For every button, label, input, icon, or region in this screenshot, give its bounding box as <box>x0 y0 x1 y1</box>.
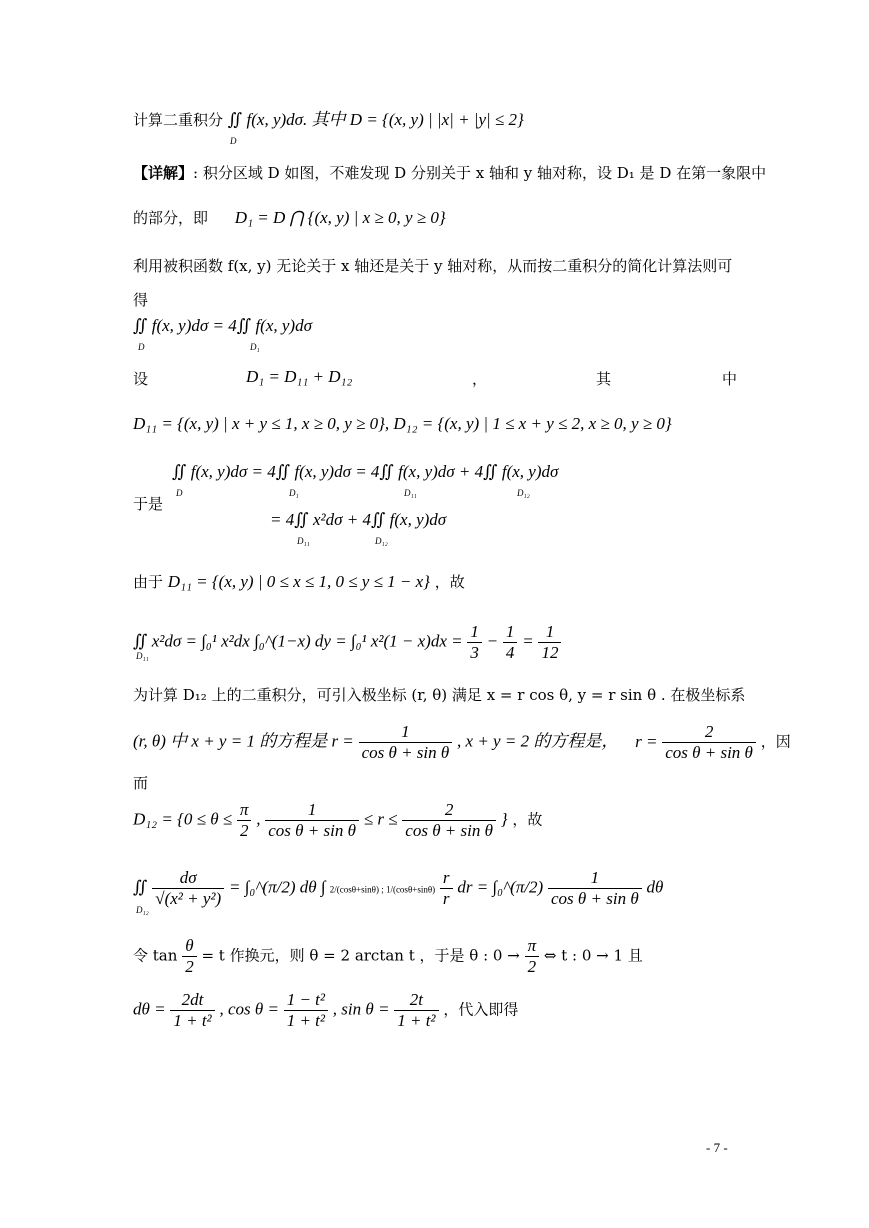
fraction <box>538 622 561 663</box>
numerator: π <box>237 800 252 821</box>
d11-integral: ∬ x²dσ = ∫₀¹ x²dx ∫₀^(1−x) dy = ∫₀¹ x²(1 − x)dx = <box>133 631 463 651</box>
problem-formula: ∬ f(x, y)dσ. 其中 D = {(x, y) | |x| + |y| ≤ 2} <box>227 110 524 129</box>
page-number: - 7 - <box>706 1140 728 1155</box>
integral-part-b: = ∫₀^(π/2) dθ ∫ <box>228 877 330 897</box>
numerator: π <box>525 936 540 957</box>
numerator: 1 − t² <box>284 990 328 1011</box>
denominator: 1 + t² <box>397 1011 436 1030</box>
integral-subscript: D <box>230 136 237 146</box>
problem-line <box>133 110 524 130</box>
split-formula: D₁ = D₁₁ + D₁₂ <box>246 367 353 386</box>
result-word-text: 得 <box>133 291 149 309</box>
integral-subscript: D₁₁ <box>297 536 310 546</box>
numerator: dσ <box>152 868 224 889</box>
fraction <box>265 800 359 841</box>
subst-c: , sin θ = <box>332 999 390 1019</box>
denominator: 3 <box>470 643 479 662</box>
numerator: 2t <box>394 990 438 1011</box>
substitution-c: ⇔ t : 0 → 1 且 <box>543 946 643 965</box>
solution-intro-line <box>133 163 766 183</box>
symmetry-equation: ∬ f(x, y)dσ = 4∬ f(x, y)dσ <box>133 316 312 335</box>
split-word-3: 中 <box>722 370 738 388</box>
numerator: 1 <box>538 622 561 643</box>
integral-subscript: D₁₂ <box>375 536 388 546</box>
region-definition-formula: D₁₁ = {(x, y) | x + y ≤ 1, x ≥ 0, y ≥ 0}, D₁₂ = {(x, y) | 1 ≤ x + y ≤ 2, x ≥ 0, y ≥ 0} <box>133 414 672 433</box>
subst-d: ，代入即得 <box>443 1000 519 1019</box>
fraction <box>440 868 453 909</box>
solution-label: 【详解】 <box>133 164 194 182</box>
minus: − <box>486 631 499 651</box>
symmetry-line <box>133 256 732 276</box>
region-d11-formula: D₁₁ = {(x, y) | 0 ≤ x ≤ 1, 0 ≤ y ≤ 1 − x} <box>167 572 430 591</box>
fraction <box>237 800 252 841</box>
denominator: cos θ + sin θ <box>268 821 356 840</box>
denominator: cos θ + sin θ <box>665 743 753 762</box>
fraction <box>402 800 496 841</box>
fraction <box>525 936 540 977</box>
substitution-a: 令 tan <box>133 946 178 965</box>
region-d12-tail: ，故 <box>512 810 543 829</box>
denominator: r <box>442 889 450 908</box>
equals: = <box>522 631 534 651</box>
fraction <box>503 622 518 663</box>
polar-equations-line <box>133 722 791 763</box>
region-d12-b: , <box>256 809 261 829</box>
denominator: √(x² + y²) <box>155 889 222 908</box>
split-comma: ， <box>472 370 488 388</box>
fraction <box>170 990 214 1031</box>
numerator: 1 <box>548 868 642 889</box>
integral-part-d: dθ <box>646 877 664 897</box>
decomposition-line-2 <box>270 510 446 530</box>
region-d12-d: } <box>500 809 508 829</box>
solution-intro-text: : 积分区域 D 如图，不难发现 D 分别关于 x 轴和 y 轴对称，设 D₁ 是 D 在第一象限中 <box>193 164 767 182</box>
fraction <box>662 722 756 763</box>
numerator: 2 <box>662 722 756 743</box>
integral-part-c: dr = ∫₀^(π/2) <box>457 877 544 897</box>
fraction <box>359 722 453 763</box>
substitution-b: = t 作换元，则 θ = 2 arctan t ，于是 θ : 0 → <box>201 946 520 965</box>
subst-b: , cos θ = <box>219 999 279 1019</box>
denominator: 1 + t² <box>173 1011 212 1030</box>
d12-integral-line <box>133 868 663 909</box>
double-integral-sign: ∬ <box>133 877 148 897</box>
numerator: 1 <box>265 800 359 821</box>
integral-subscript: D₁₁ <box>136 651 149 661</box>
substitution-formulas-line <box>133 990 518 1031</box>
first-quadrant-formula: D₁ = D ⋂ {(x, y) | x ≥ 0, y ≥ 0} <box>234 208 446 227</box>
polar-intro-line <box>133 685 745 705</box>
symmetry-formula <box>133 316 312 336</box>
denominator: 2 <box>527 957 537 976</box>
result-word <box>133 290 148 310</box>
denominator: 2 <box>185 957 194 976</box>
region-d12-line <box>133 800 542 841</box>
split-line <box>133 369 148 389</box>
fraction <box>394 990 438 1031</box>
numerator: 1 <box>359 722 453 743</box>
split-word: 设 <box>133 370 149 388</box>
region-definitions <box>133 414 672 434</box>
fraction <box>467 622 482 663</box>
denominator: cos θ + sin θ <box>405 821 493 840</box>
integral-subscript: D <box>176 488 183 498</box>
therefore-label: 于是 <box>133 495 164 513</box>
denominator: 4 <box>505 643 515 662</box>
polar-eq-a: (r, θ) 中 x + y = 1 的方程是 r = <box>133 731 354 751</box>
integral-subscript: D₁₂ <box>136 905 149 915</box>
fraction <box>152 868 224 909</box>
numerator: θ <box>182 936 197 957</box>
integral-limits: 2/(cosθ+sinθ) ; 1/(cosθ+sinθ) <box>329 884 436 895</box>
numerator: 2 <box>402 800 496 821</box>
integral-subscript: D₁₂ <box>517 488 530 498</box>
fraction <box>182 936 197 977</box>
d11-integral-line <box>133 622 561 663</box>
integral-subscript: D <box>138 342 145 352</box>
integral-subscript: D₁ <box>289 488 299 498</box>
numerator: 2dt <box>170 990 214 1011</box>
polar-eq-c: r = <box>635 731 658 751</box>
region-d11-lead: 由于 <box>133 573 164 591</box>
numerator: 1 <box>503 622 518 643</box>
symmetry-text: 利用被积函数 f(x, y) 无论关于 x 轴还是关于 y 轴对称，从而按二重积分的简化计算法则可 <box>133 257 733 275</box>
polar-eq-b: , x + y = 2 的方程是， <box>457 731 619 751</box>
integral-subscript: D₁₁ <box>404 488 417 498</box>
region-d12-c: ≤ r ≤ <box>363 809 398 829</box>
denominator: 12 <box>541 643 559 662</box>
decomposition-line-1 <box>172 462 558 482</box>
denominator: cos θ + sin θ <box>361 743 450 762</box>
split-word-2: 其 <box>596 370 612 388</box>
denominator: 2 <box>239 821 249 840</box>
region-d11-line <box>133 572 465 592</box>
thus-word: 而 <box>133 774 149 792</box>
fraction <box>284 990 328 1031</box>
region-d12-a: D₁₂ = {0 ≤ θ ≤ <box>133 809 233 829</box>
decomposition-equation-2: = 4∬ x²dσ + 4∬ f(x, y)dσ <box>270 510 447 529</box>
integral-subscript: D₁ <box>250 342 260 352</box>
first-quadrant-line <box>133 208 446 228</box>
numerator: r <box>440 868 453 889</box>
polar-intro-text: 为计算 D₁₂ 上的二重积分，可引入极坐标 (r, θ) 满足 x = r cos θ, y = r sin θ . 在极坐标系 <box>133 686 746 704</box>
fraction <box>548 868 642 909</box>
subst-a: dθ = <box>133 999 166 1019</box>
polar-eq-d: ，因 <box>760 732 791 751</box>
decomposition-equation-1: ∬ f(x, y)dσ = 4∬ f(x, y)dσ = 4∬ f(x, y)dσ + 4∬ f(x, y)dσ <box>172 462 559 481</box>
numerator: 1 <box>467 622 482 643</box>
substitution-line <box>133 936 643 977</box>
problem-text: 计算二重积分 <box>133 111 224 129</box>
denominator: cos θ + sin θ <box>551 889 639 908</box>
first-quadrant-text: 的部分，即 <box>133 209 209 227</box>
denominator: 1 + t² <box>286 1011 325 1030</box>
region-d11-tail: ，故 <box>434 573 465 591</box>
